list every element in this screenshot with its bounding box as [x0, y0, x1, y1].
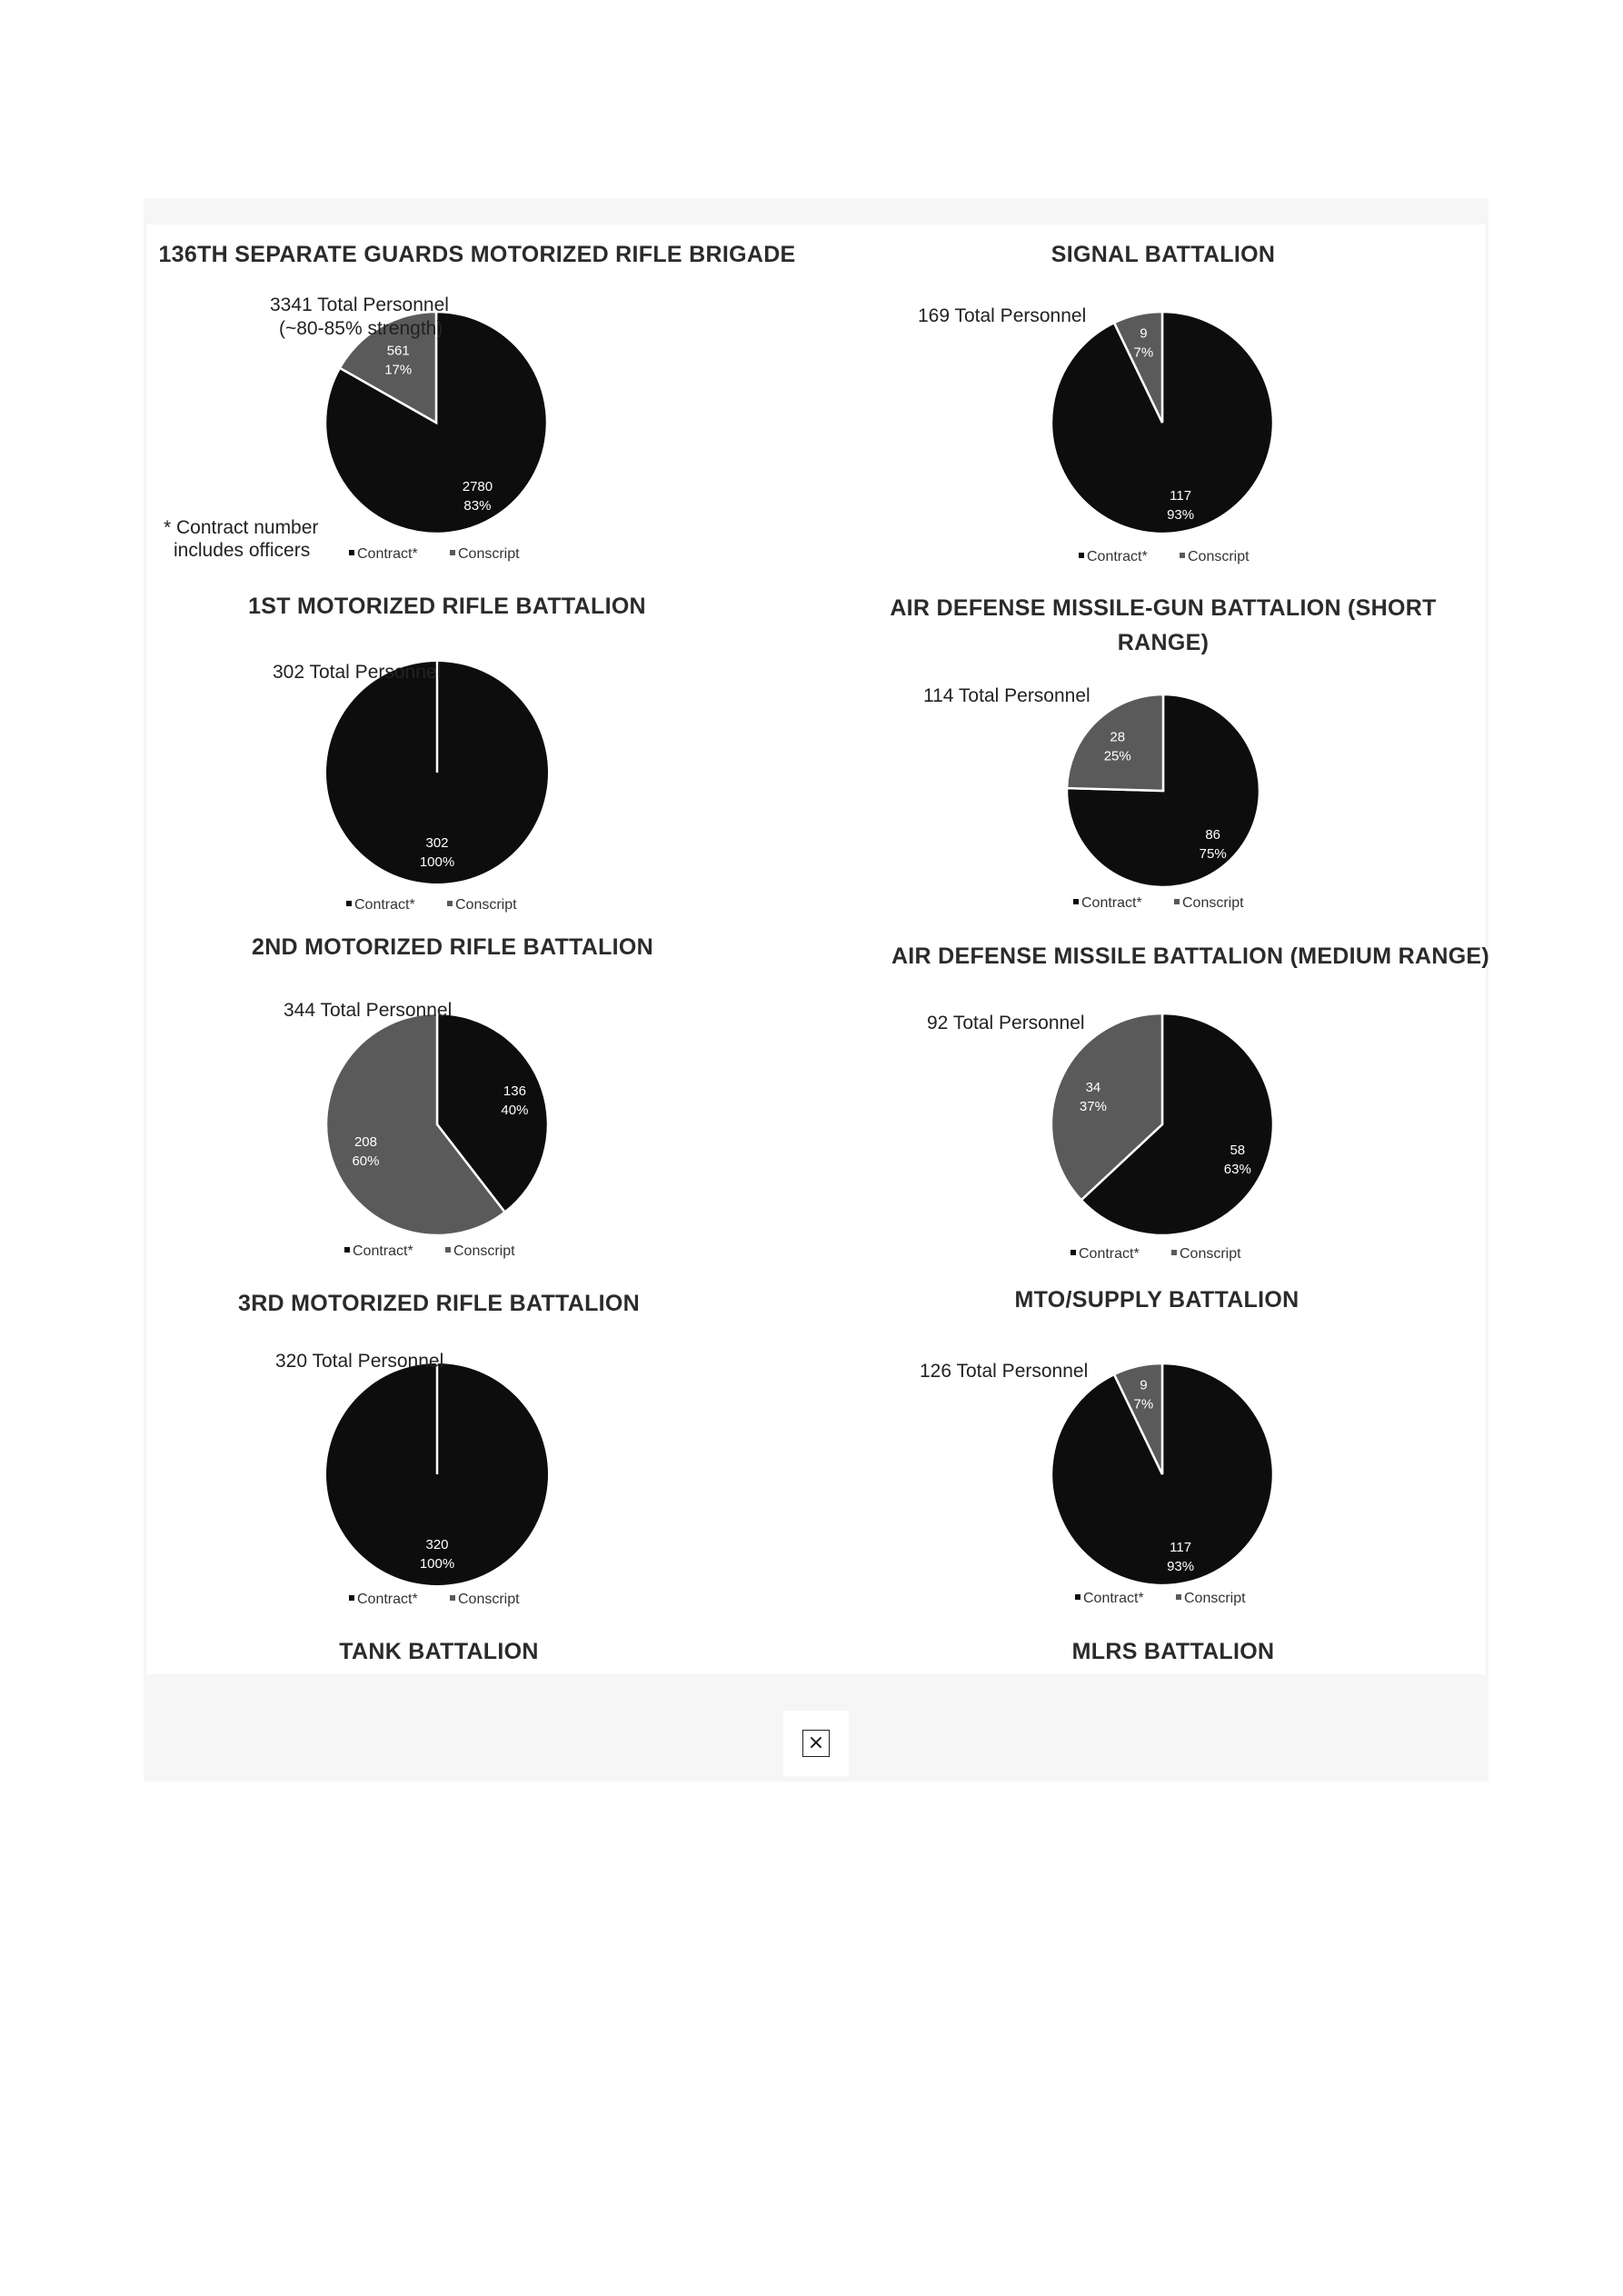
pie-chart — [326, 1013, 548, 1235]
legend-swatch-conscript — [450, 550, 455, 555]
chart-title: 1ST MOTORIZED RIFLE BATTALION — [248, 594, 646, 619]
data-label-conscript-value: 9 — [1140, 325, 1148, 342]
legend-label-contract: Contract* — [1083, 1591, 1144, 1606]
data-label-contract-value: 86 — [1205, 827, 1221, 844]
total-personnel-label: 344 Total Personnel — [284, 1000, 453, 1021]
legend-label-conscript: Conscript — [1180, 1246, 1241, 1262]
total-personnel-label: 169 Total Personnel — [918, 305, 1087, 326]
data-label-conscript-percent: 17% — [384, 362, 413, 378]
chart-title-line2: RANGE) — [1117, 630, 1210, 655]
close-icon[interactable]: × — [802, 1730, 830, 1757]
data-label-contract-value: 302 — [425, 835, 449, 851]
total-personnel-label: 92 Total Personnel — [927, 1013, 1085, 1033]
legend-swatch-contract — [344, 1247, 350, 1253]
data-label-conscript-percent: 25% — [1103, 748, 1131, 764]
legend-label-conscript: Conscript — [1182, 895, 1244, 911]
data-label-contract-percent: 100% — [419, 1556, 455, 1572]
data-label-contract-percent: 93% — [1167, 507, 1195, 524]
data-label-conscript-value: 34 — [1085, 1079, 1101, 1095]
legend-swatch-contract — [1070, 1250, 1076, 1255]
data-label-conscript-value: 561 — [386, 343, 410, 359]
data-label-contract-value: 117 — [1170, 1540, 1192, 1556]
legend-swatch-conscript — [1174, 899, 1180, 904]
legend-swatch-contract — [1079, 553, 1084, 558]
data-label-conscript-percent: 37% — [1079, 1098, 1107, 1114]
legend-swatch-conscript — [1176, 1594, 1181, 1600]
strength-note: (~80-85% strength) — [279, 318, 443, 339]
legend-label-contract: Contract* — [353, 1243, 413, 1259]
legend-swatch-contract — [1073, 899, 1079, 904]
total-personnel-label: 320 Total Personnel — [275, 1351, 444, 1372]
legend-label-conscript: Conscript — [1184, 1591, 1246, 1606]
total-personnel-label: 3341 Total Personnel — [270, 294, 449, 315]
data-label-conscript-value: 9 — [1140, 1377, 1148, 1393]
legend-swatch-conscript — [445, 1247, 451, 1253]
legend-label-conscript: Conscript — [455, 897, 517, 913]
chart-title: TANK BATTALION — [339, 1639, 539, 1664]
data-label-conscript-percent: 7% — [1133, 344, 1154, 361]
legend-label-contract: Contract* — [1087, 549, 1148, 564]
close-button[interactable] — [783, 1711, 849, 1776]
legend-label-contract: Contract* — [1079, 1246, 1140, 1262]
total-personnel-label: 126 Total Personnel — [920, 1361, 1089, 1382]
legend-swatch-conscript — [447, 901, 453, 906]
data-label-conscript-percent: 7% — [1133, 1396, 1154, 1413]
legend-label-conscript: Conscript — [453, 1243, 515, 1259]
data-label-conscript-percent: 60% — [352, 1153, 380, 1169]
chart-title: AIR DEFENSE MISSILE-GUN BATTALION (SHORT — [890, 595, 1437, 621]
contract-footnote: * Contract number — [164, 517, 319, 538]
data-label-contract-value: 320 — [425, 1537, 449, 1552]
legend-swatch-contract — [349, 550, 354, 555]
legend-label-contract: Contract* — [354, 897, 415, 913]
legend-swatch-conscript — [450, 1595, 455, 1601]
chart-title: 3RD MOTORIZED RIFLE BATTALION — [237, 1291, 641, 1316]
data-label-contract-value: 2780 — [462, 479, 493, 495]
legend-swatch-contract — [349, 1595, 354, 1601]
data-label-contract-value: 136 — [503, 1083, 526, 1099]
data-label-contract-value: 117 — [1170, 488, 1192, 504]
legend-label-contract: Contract* — [357, 1592, 418, 1607]
chart-title: SIGNAL BATTALION — [1050, 242, 1276, 267]
legend-label-conscript: Conscript — [458, 1592, 520, 1607]
data-label-contract-percent: 100% — [419, 854, 455, 870]
total-personnel-label: 302 Total Personnel — [273, 662, 442, 683]
pie-chart — [1051, 1013, 1273, 1235]
chart-title: MLRS BATTALION — [1071, 1639, 1275, 1664]
data-label-contract-percent: 93% — [1167, 1559, 1195, 1575]
data-label-contract-percent: 75% — [1199, 846, 1227, 863]
legend-label-contract: Contract* — [357, 546, 418, 562]
data-label-contract-percent: 83% — [463, 498, 492, 514]
legend-swatch-conscript — [1171, 1250, 1177, 1255]
legend-label-conscript: Conscript — [458, 546, 520, 562]
chart-title: MTO/SUPPLY BATTALION — [1014, 1287, 1299, 1313]
pie-chart — [1051, 312, 1273, 534]
data-label-conscript-value: 208 — [353, 1133, 377, 1150]
legend-label-conscript: Conscript — [1188, 549, 1250, 564]
chart-title: 2ND MOTORIZED RIFLE BATTALION — [251, 934, 654, 960]
pie-chart — [1067, 694, 1260, 887]
legend-swatch-conscript — [1180, 553, 1185, 558]
total-personnel-label: 114 Total Personnel — [923, 685, 1090, 706]
data-label-conscript-value: 28 — [1110, 729, 1126, 745]
legend-swatch-contract — [346, 901, 352, 906]
data-label-contract-percent: 40% — [501, 1102, 529, 1118]
data-label-contract-percent: 63% — [1223, 1161, 1251, 1177]
chart-title: 136TH SEPARATE GUARDS MOTORIZED RIFLE BRIGADE — [158, 242, 796, 267]
data-label-contract-value: 58 — [1230, 1142, 1246, 1158]
legend-label-contract: Contract* — [1081, 895, 1142, 911]
pie-chart — [325, 312, 547, 534]
pie-chart — [1051, 1363, 1273, 1585]
chart-title: AIR DEFENSE MISSILE BATTALION (MEDIUM RANGE) — [891, 943, 1490, 969]
legend-swatch-contract — [1075, 1594, 1080, 1600]
contract-footnote-line2: includes officers — [174, 540, 311, 561]
